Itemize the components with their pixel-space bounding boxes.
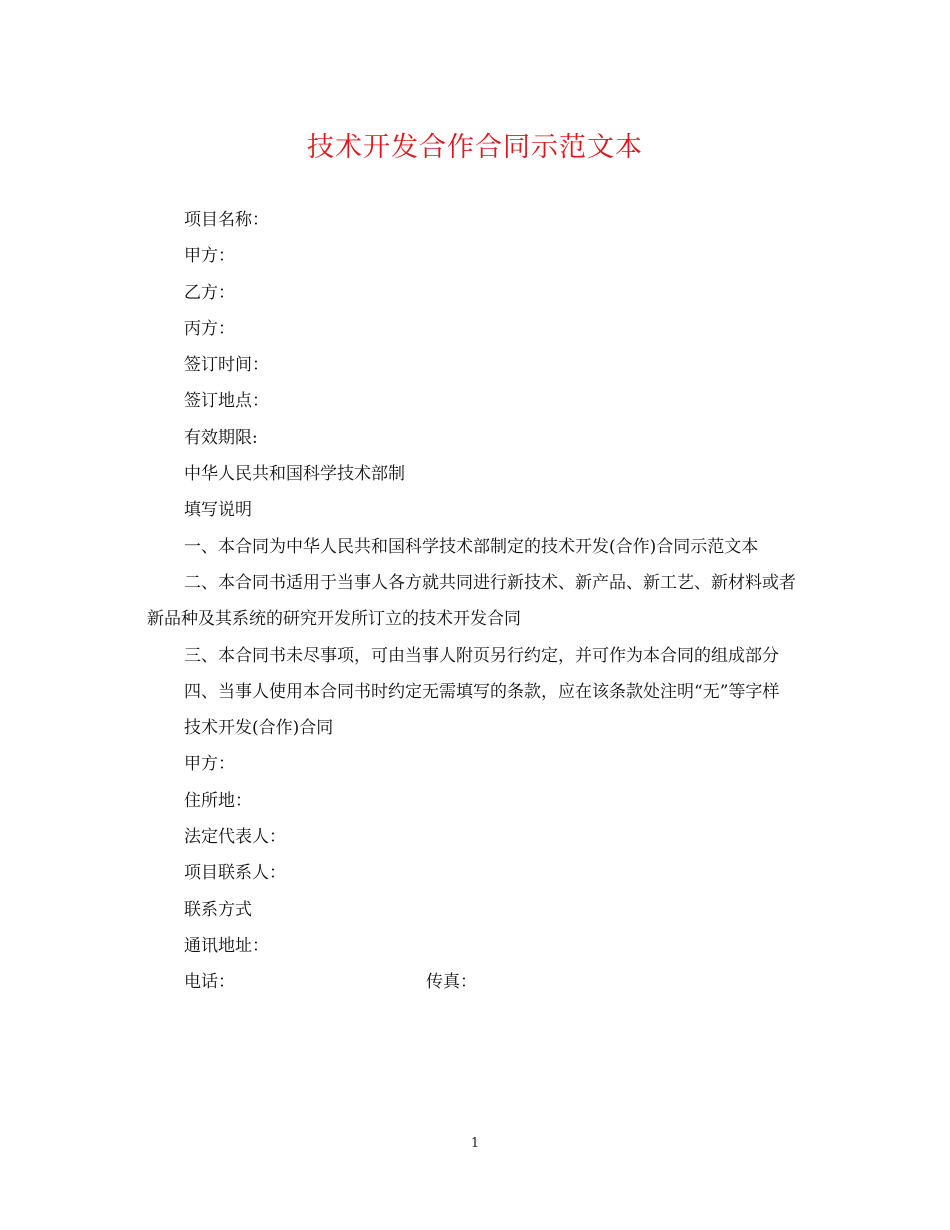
field-party-a: 甲方：	[184, 246, 235, 267]
field-project-name: 项目名称：	[184, 210, 269, 230]
issuer-line: 中华人民共和国科学技术部制	[184, 464, 405, 485]
page-number: 1	[470, 1136, 480, 1151]
instruction-1: 一、本合同为中华人民共和国科学技术部制定的技术开发(合作)合同示范文本	[184, 536, 759, 557]
field-sign-time: 签订时间：	[184, 355, 269, 376]
instruction-3: 三、本合同书未尽事项，可由当事人附页另行约定，并可作为本合同的组成部分	[184, 645, 779, 666]
field-legal-rep: 法定代表人：	[184, 827, 286, 848]
field-project-contact: 项目联系人：	[184, 863, 286, 884]
field-address: 住所地：	[184, 790, 252, 811]
field-contract-party-a: 甲方：	[184, 754, 235, 775]
document-title: 技术开发合作合同示范文本	[307, 132, 643, 163]
contract-heading: 技术开发(合作)合同	[184, 718, 334, 739]
field-mail-address: 通讯地址：	[184, 935, 269, 956]
document-body	[147, 202, 802, 1001]
tel-fax-row	[147, 964, 802, 1000]
field-sign-place: 签订地点：	[184, 391, 269, 412]
instruction-2: 二、本合同书适用于当事人各方就共同进行新技术、新产品、新工艺、新材料或者新品种及其系统的研究开发所订立的技术开发合同	[147, 572, 796, 630]
field-contact-method: 联系方式	[184, 899, 252, 920]
instruction-4: 四、当事人使用本合同书时约定无需填写的条款，应在该条款处注明“无”等字样	[184, 681, 780, 702]
field-party-c: 丙方：	[184, 318, 235, 339]
instructions-heading: 填写说明	[184, 500, 252, 521]
field-telephone: 电话：	[184, 972, 235, 993]
field-fax: 传真：	[426, 972, 477, 993]
field-party-b: 乙方：	[184, 282, 235, 303]
field-validity: 有效期限:	[184, 427, 258, 448]
